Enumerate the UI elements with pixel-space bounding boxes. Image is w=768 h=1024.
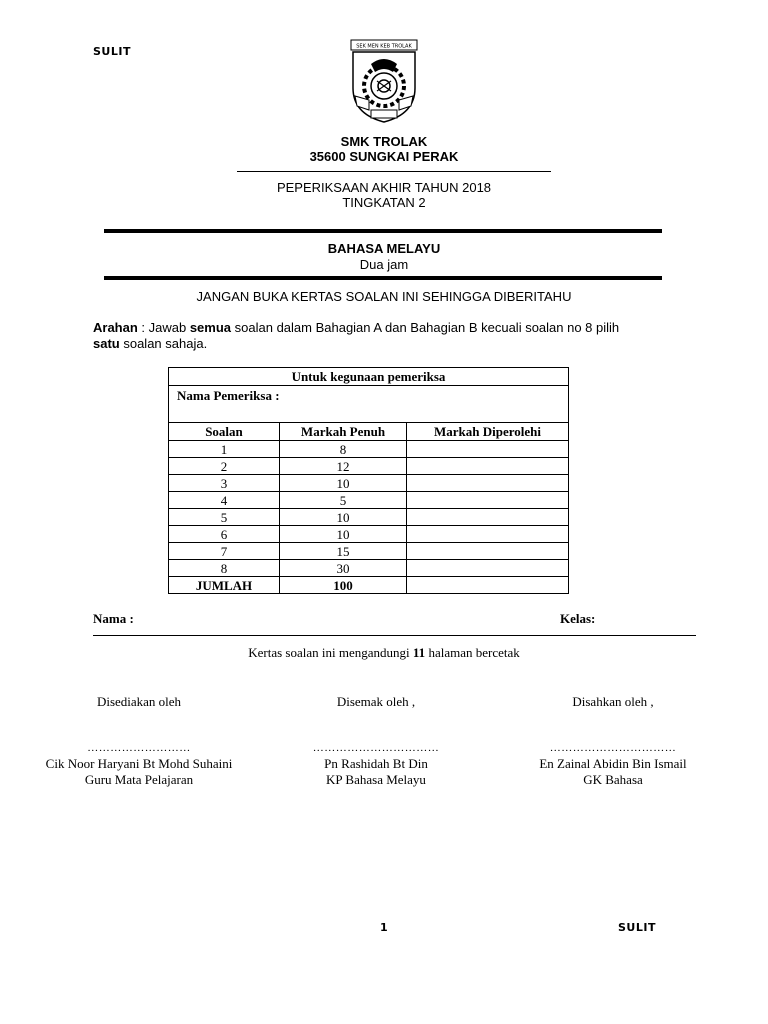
instruction-text-2: soalan sahaja. — [119, 336, 208, 351]
full-marks: 10 — [280, 475, 407, 492]
examiner-marks-table — [168, 367, 569, 594]
signature-approver — [483, 694, 743, 788]
full-marks: 5 — [280, 492, 407, 509]
full-marks: 30 — [280, 560, 407, 577]
instruction-bold-one: satu — [93, 336, 120, 351]
marks-obtained-cell[interactable] — [407, 441, 569, 458]
pages-note-before: Kertas soalan ini mengandungi — [248, 645, 413, 660]
table-title: Untuk kegunaan pemeriksa — [169, 368, 569, 386]
col-header-question: Soalan — [169, 423, 280, 441]
marks-obtained-cell[interactable] — [407, 492, 569, 509]
school-logo — [341, 38, 427, 124]
marks-obtained-cell[interactable] — [407, 475, 569, 492]
question-number: 5 — [169, 509, 280, 526]
instruction-label: Arahan — [93, 320, 138, 335]
signature-title: GK Bahasa — [583, 772, 643, 787]
pages-note — [0, 645, 768, 661]
subject-duration: Dua jam — [359, 257, 409, 272]
col-header-full-marks: Markah Penuh — [280, 423, 407, 441]
warning-text: JANGAN BUKA KERTAS SOALAN INI SEHINGGA DIBERITAHU — [196, 289, 572, 304]
school-crest-icon — [341, 38, 427, 124]
instruction-text-1: soalan dalam Bahagian A dan Bahagian B kecuali soalan no 8 pilih — [231, 320, 620, 335]
subject-top-rule — [104, 229, 662, 233]
table-row — [169, 492, 569, 509]
instruction-bold-all: semua — [189, 320, 232, 335]
student-info-line[interactable] — [93, 635, 696, 636]
question-number: 4 — [169, 492, 280, 509]
subject-bottom-rule — [104, 276, 662, 280]
signature-dots: ……………………… — [87, 742, 191, 754]
question-number: 6 — [169, 526, 280, 543]
full-marks: 10 — [280, 526, 407, 543]
signature-name: Cik Noor Haryani Bt Mohd Suhaini — [45, 756, 233, 771]
signature-name: En Zainal Abidin Bin Ismail — [539, 756, 687, 771]
full-marks: 15 — [280, 543, 407, 560]
table-row — [169, 526, 569, 543]
pages-note-after: halaman bercetak — [425, 645, 520, 660]
marks-obtained-cell[interactable] — [407, 458, 569, 475]
table-row — [169, 441, 569, 458]
footer-sulit-label: SULIT — [618, 921, 656, 934]
signature-role: Disahkan oleh , — [572, 694, 654, 709]
signature-preparer — [9, 694, 269, 788]
full-marks: 10 — [280, 509, 407, 526]
instructions — [93, 320, 683, 352]
marks-obtained-cell[interactable] — [407, 543, 569, 560]
total-full-marks: 100 — [280, 577, 407, 594]
school-divider — [237, 171, 551, 172]
marks-obtained-cell[interactable] — [407, 509, 569, 526]
question-number: 1 — [169, 441, 280, 458]
signature-dots: …………………………… — [549, 742, 677, 754]
examiner-name-label: Nama Pemeriksa : — [169, 386, 569, 423]
table-row — [169, 458, 569, 475]
school-name: SMK TROLAK — [340, 134, 428, 149]
table-row — [169, 560, 569, 577]
question-number: 8 — [169, 560, 280, 577]
table-row — [169, 509, 569, 526]
table-row — [169, 543, 569, 560]
total-row — [169, 577, 569, 594]
table-row — [169, 475, 569, 492]
signature-title: Guru Mata Pelajaran — [84, 772, 194, 787]
full-marks: 12 — [280, 458, 407, 475]
total-label: JUMLAH — [169, 577, 280, 594]
col-header-marks-obtained: Markah Diperolehi — [407, 423, 569, 441]
pages-note-count: 11 — [412, 645, 426, 660]
student-class-label: Kelas: — [560, 611, 596, 626]
question-number: 3 — [169, 475, 280, 492]
subject-name: BAHASA MELAYU — [327, 241, 441, 256]
marks-obtained-cell[interactable] — [407, 560, 569, 577]
school-address: 35600 SUNGKAI PERAK — [309, 149, 459, 164]
signature-reviewer — [246, 694, 506, 788]
student-name-label: Nama : — [93, 611, 134, 626]
signature-name: Pn Rashidah Bt Din — [324, 756, 428, 771]
signature-role: Disemak oleh , — [336, 694, 416, 709]
instruction-sep: : Jawab — [137, 320, 190, 335]
exam-form: TINGKATAN 2 — [342, 195, 426, 210]
signature-dots: …………………………… — [312, 742, 440, 754]
question-number: 7 — [169, 543, 280, 560]
question-number: 2 — [169, 458, 280, 475]
exam-title: PEPERIKSAAN AKHIR TAHUN 2018 — [276, 180, 492, 195]
total-obtained-cell[interactable] — [407, 577, 569, 594]
marks-obtained-cell[interactable] — [407, 526, 569, 543]
full-marks: 8 — [280, 441, 407, 458]
page-number: 1 — [380, 921, 389, 934]
svg-text:SEK MEN KEB TROLAK: SEK MEN KEB TROLAK — [356, 43, 412, 50]
header-sulit-label: SULIT — [93, 45, 131, 58]
signature-title: KP Bahasa Melayu — [326, 772, 426, 787]
signature-role: Disediakan oleh — [96, 694, 182, 709]
